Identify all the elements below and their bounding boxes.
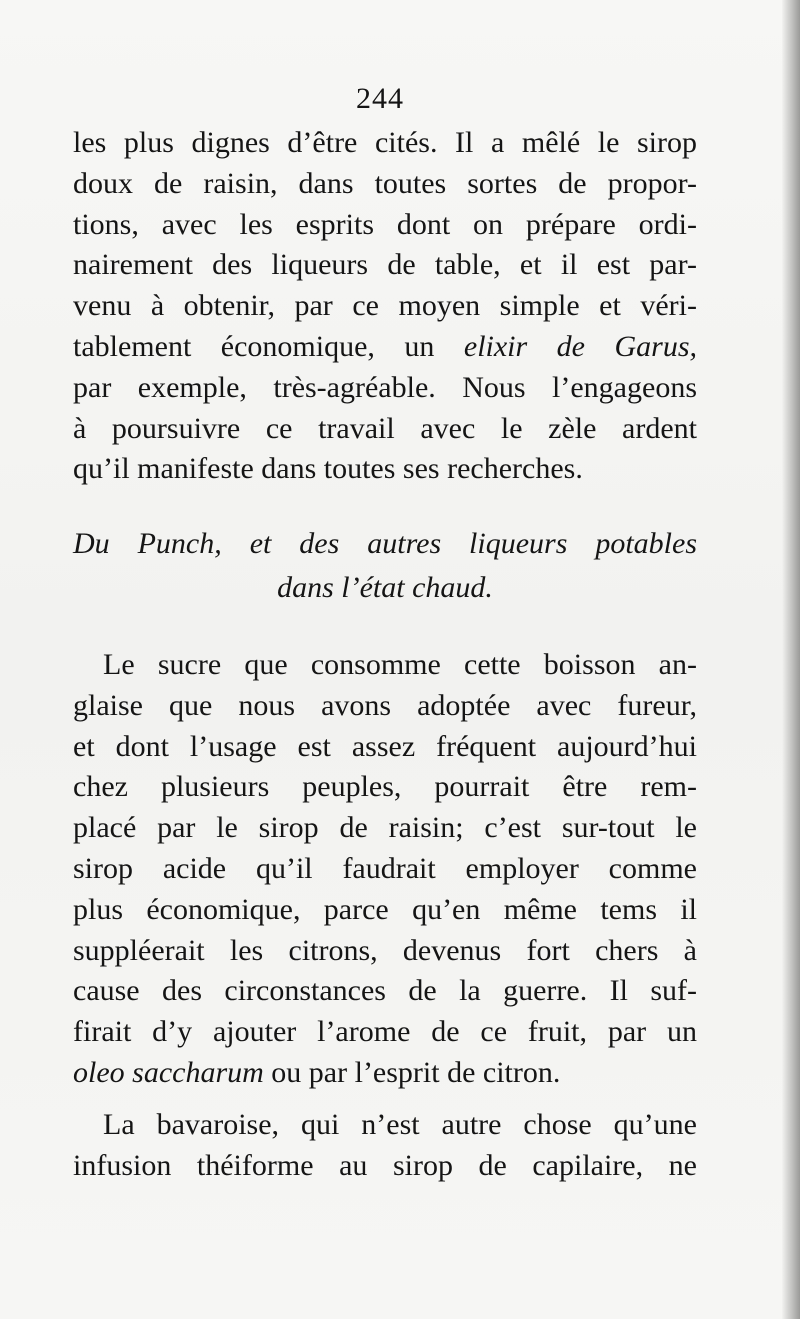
text-line: doux de raisin, dans toutes sortes de propor- [73,166,697,200]
text-line: les plus dignes d’être cités. Il a mêlé le sirop [73,126,697,159]
text-line: suppléerait les citrons, devenus fort chers à [73,933,697,967]
text-line: cause des circonstances de la guerre. Il suf- [73,974,697,1008]
text-line: par exemple, très-agréable. Nous l’engageons [73,370,697,404]
text-line [73,1053,697,1094]
page-number: 244 [356,82,404,115]
text-line: firait d’y ajouter l’arome de ce fruit, par un [73,1015,697,1049]
text-line: placé par le sirop de raisin; c’est sur-tout le [73,811,697,845]
text-line: plus économique, parce qu’en même tems il [73,892,697,926]
text-line: chez plusieurs peuples, pourrait être rem- [73,770,697,804]
italic-term: oleo saccharum [73,1055,264,1089]
text-line: infusion théiforme au sirop de capilaire, ne [73,1148,697,1182]
text-line [73,327,697,368]
page-edge-shadow [782,0,800,1319]
paragraph-1 [73,123,697,490]
text-line: et dont l’usage est assez fréquent aujourd’hui [73,729,697,763]
paragraph-3 [73,1105,697,1187]
text-span: ou par l’esprit de citron. [263,1055,561,1089]
text-line: glaise que nous avons adoptée avec fureur, [73,688,697,722]
text-line: venu à obtenir, par ce moyen simple et véri- [73,289,697,323]
text-line: tions, avec les esprits dont on prépare ordi- [73,207,697,241]
text-line: qu’il manifeste dans toutes ses recherches. [73,452,583,486]
text-line: à poursuivre ce travail avec le zèle ardent [73,411,697,445]
heading-line: dans l’état chaud. [277,571,493,604]
paragraph-2 [73,645,697,1094]
text-line: La bavaroise, qui n’est autre chose qu’une [103,1108,697,1141]
text-line: Le sucre que consomme cette boisson an- [103,648,697,681]
text-line: sirop acide qu’il faudrait employer comme [73,851,697,885]
heading-line: Du Punch, et des autres liqueurs potables [73,527,697,560]
text-line: nairement des liqueurs de table, et il est par- [73,248,697,282]
text-span: tablement économique, un [73,329,464,363]
italic-term: elixir de Garus, [463,329,697,363]
section-heading [73,522,697,610]
